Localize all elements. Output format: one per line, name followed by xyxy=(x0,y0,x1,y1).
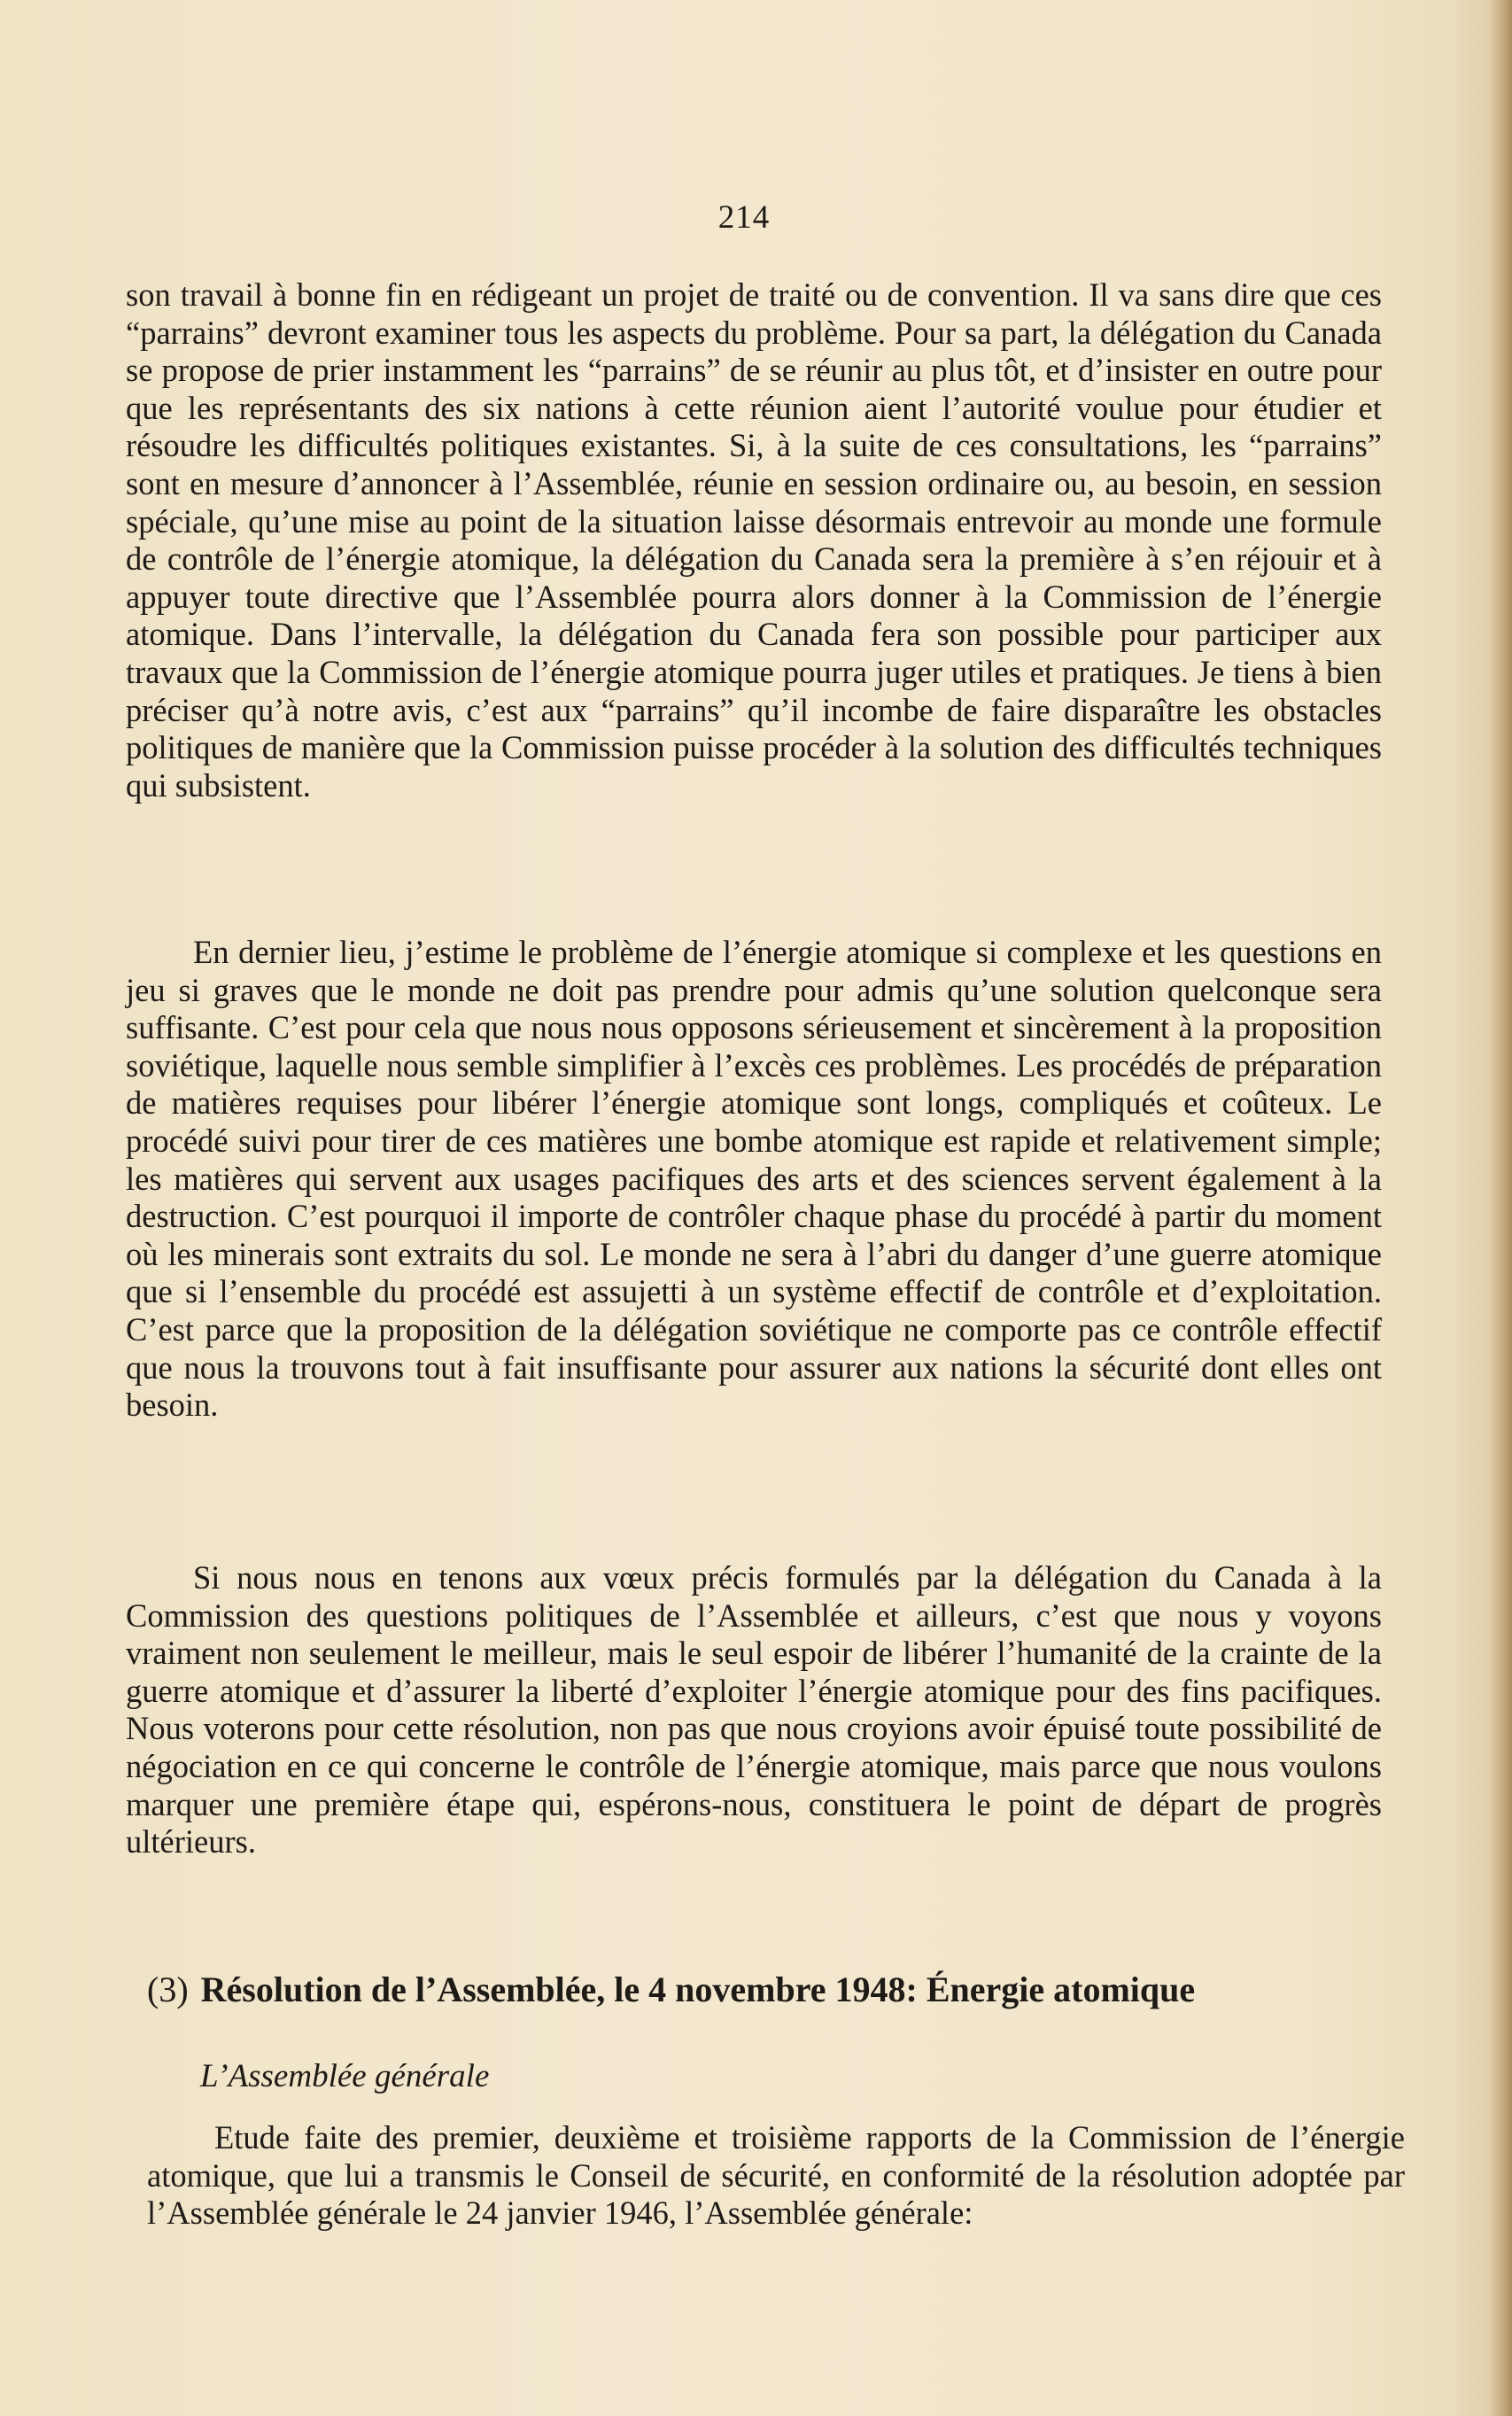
section-title: Résolution de l’Assemblée, le 4 novembre 1948: Énergie atomique xyxy=(200,1969,1196,2009)
page-number: 214 xyxy=(717,199,771,236)
section-number: (3) xyxy=(147,1969,189,2009)
paragraph-text: son travail à bonne fin en rédigeant un projet de traité ou de convention. Il va sans dire que ces “parrains” devront examiner tous les aspects du problème. Pour sa part, la délégation du Canada se propose de prier instamment les “parrains” de se réunir au plus tôt, et d’insister en outre pour que les représentants des six nations à cette réunion aient l’autorité voulue pour étudier et résoudre les difficultés politiques existantes. Si, à la suite de ces consultations, les “parrains” sont en mesure d’annoncer à l’Assemblée, réunie en session ordinaire ou, au besoin, en session spéciale, qu’une mise au point de la situation laisse désormais entrevoir au monde une formule de contrôle de l’énergie atomique, la délégation du Canada sera la première à s’en réjouir et à appuyer toute directive que l’Assemblée pourra alors donner à la Commission de l’énergie atomique. Dans l’intervalle, la délégation du Canada fera son possible pour participer aux travaux que la Commission de l’énergie atomique pourra juger utiles et pratiques. Je tiens à bien préciser qu’à notre avis, c’est aux “parrains” qu’il incombe de faire disparaître les obstacles politiques de manière que la Commission puisse procéder à la solution des difficultés techniques qui subsistent. xyxy=(126,276,1382,804)
paragraph-text: Etude faite des premier, deuxième et troisième rapports de la Commission de l’énergie atomique, que lui a transmis le Conseil de sécurité, en conformité de la résolution adoptée par l’Assemblée générale le 24 janvier 1946, l’Assemblée générale: xyxy=(147,2119,1405,2232)
paragraph-resolution-preamble xyxy=(147,2119,1405,2233)
paragraph-text: En dernier lieu, j’estime le problème de l’énergie atomique si complexe et les questions en jeu si graves que le monde ne doit pas prendre pour admis qu’une solution quelconque sera suffisante. C’est pour cela que nous nous opposons sérieusement et sincèrement à la proposition soviétique, laquelle nous semble simplifier à l’excès ces problèmes. Les procédés de préparation de matières requises pour libérer l’énergie atomique sont longs, compliqués et coûteux. Le procédé suivi pour tirer de ces matières une bombe atomique est rapide et relativement simple; les matières qui servent aux usages pacifiques des arts et des sciences servent également à la destruction. C’est pourquoi il importe de contrôler chaque phase du procédé à partir du moment où les minerais sont extraits du sol. Le monde ne sera à l’abri du danger d’une guerre atomique que si l’ensemble du procédé est assujetti à un système effectif de contrôle et d’exploitation. C’est parce que la proposition de la délégation soviétique ne comporte pas ce contrôle effectif que nous la trouvons tout à fait insuffisante pour assurer aux nations la sécurité dont elles ont besoin. xyxy=(126,934,1382,1424)
paragraph-atomic-energy-problem xyxy=(126,934,1382,1425)
paragraph-text: Si nous nous en tenons aux vœux précis formulés par la délégation du Canada à la Commission des questions politiques de l’Assemblée et ailleurs, c’est que nous y voyons vraiment non seulement le meilleur, mais le seul espoir de libérer l’humanité de la crainte de la guerre atomique et d’assurer la liberté d’exploiter l’énergie atomique pour des fins pacifiques. Nous voterons pour cette résolution, non pas que nous croyions avoir épuisé toute possibilité de négociation en ce qui concerne le contrôle de l’énergie atomique, mais parce que nous voulons marquer une première étape qui, espérons-nous, constituera le point de départ de progrès ultérieurs. xyxy=(126,1559,1382,1861)
page-binding-shadow xyxy=(1489,0,1512,2416)
section-heading xyxy=(147,1969,1405,2010)
paragraph-continuation xyxy=(126,276,1382,804)
paragraph-canada-position xyxy=(126,1559,1382,1861)
section-subheading: L’Assemblée générale xyxy=(200,2058,490,2094)
